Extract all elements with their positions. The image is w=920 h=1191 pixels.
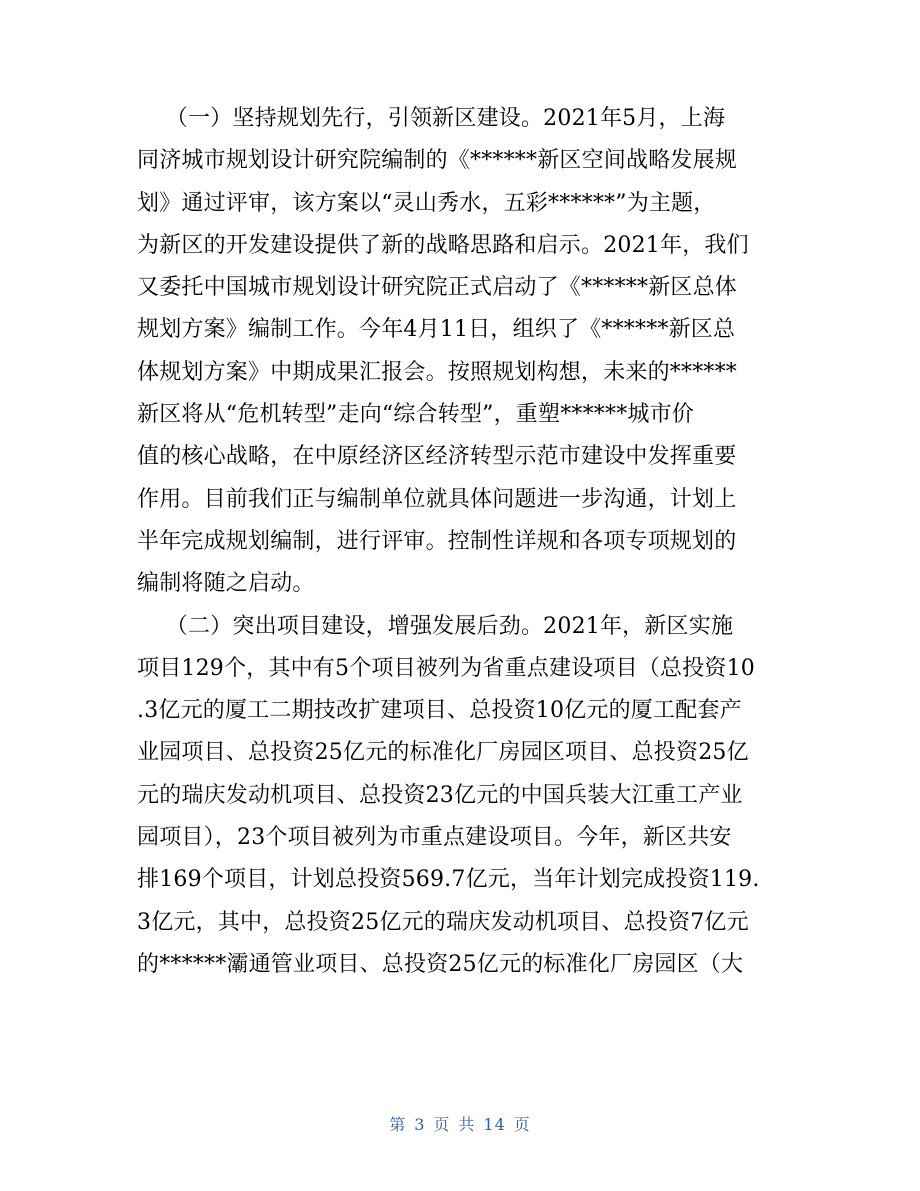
footer-total-prefix: 共 — [458, 1115, 476, 1134]
text-line: 园项目），23个项目被列为市重点建设项目。今年，新区共安 — [137, 825, 732, 851]
footer-page-label: 页 — [433, 1115, 451, 1134]
text-line: 作用。目前我们正与编制单位就具体问题进一步沟通，计划上 — [137, 486, 737, 512]
text-line: 新区将从“危机转型”走向“综合转型”，重塑******城市价 — [137, 402, 694, 428]
current-page-number: 3 — [414, 1115, 426, 1134]
text-line: 同济城市规划设计研究院编制的《******新区空间战略发展规 — [137, 148, 738, 174]
text-line: 业园项目、总投资25亿元的标准化厂房园区项目、总投资25亿 — [137, 740, 749, 766]
text-line: 编制将随之启动。 — [137, 571, 315, 597]
text-line: .3亿元的厦工二期技改扩建项目、总投资10亿元的厦工配套产 — [137, 698, 742, 724]
text-line: 元的瑞庆发动机项目、总投资23亿元的中国兵装大江重工产业 — [137, 782, 743, 808]
text-line: 项目129个，其中有5个项目被列为省重点建设项目（总投资10 — [137, 655, 755, 681]
text-line: 体规划方案》中期成果汇报会。按照规划构想，未来的****** — [137, 359, 738, 385]
footer-prefix: 第 — [389, 1115, 407, 1134]
text-line: 的******灞通管业项目、总投资25亿元的标准化厂房园区（大 — [137, 951, 744, 977]
text-line: 排169个项目，计划总投资569.7亿元，当年计划完成投资119. — [137, 867, 760, 893]
text-line: 规划方案》编制工作。今年4月11日，组织了《******新区总 — [137, 317, 736, 343]
text-line: （二）突出项目建设，增强发展后劲。2021年，新区实施 — [137, 613, 734, 639]
text-line: 值的核心战略，在中原经济区经济转型示范市建设中发挥重要 — [137, 444, 737, 470]
text-line: 又委托中国城市规划设计研究院正式启动了《******新区总体 — [137, 275, 738, 301]
document-body — [137, 98, 787, 986]
text-line: 半年完成规划编制，进行评审。控制性详规和各项专项规划的 — [137, 528, 737, 554]
footer-total-label: 页 — [513, 1115, 531, 1134]
page-footer — [0, 1112, 920, 1135]
text-line: 3亿元，其中，总投资25亿元的瑞庆发动机项目、总投资7亿元 — [137, 909, 749, 935]
text-line: 为新区的开发建设提供了新的战略思路和启示。2021年，我们 — [137, 232, 749, 258]
text-line: 划》通过评审，该方案以“灵山秀水，五彩******”为主题， — [137, 190, 716, 216]
text-line: （一）坚持规划先行，引领新区建设。2021年5月，上海 — [137, 106, 726, 131]
total-page-count: 14 — [483, 1115, 506, 1134]
